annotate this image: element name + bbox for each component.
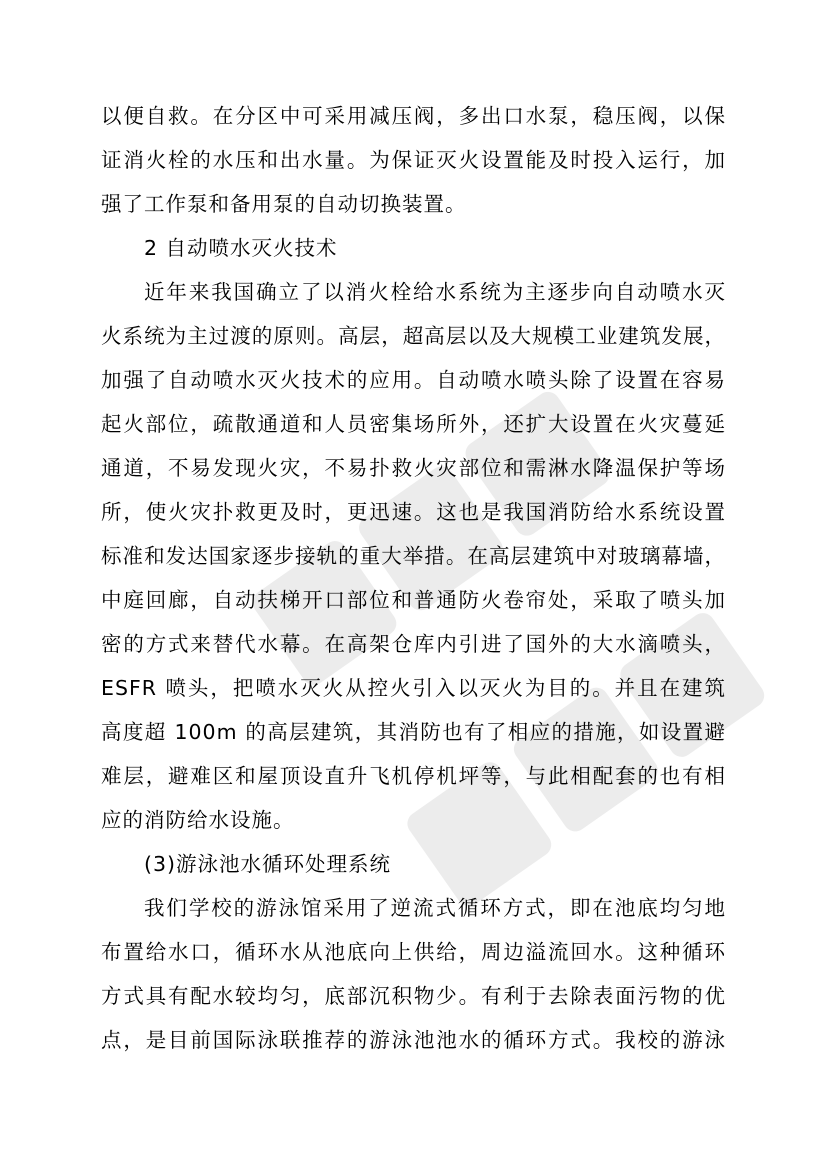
section-heading: (3)游泳池水循环处理系统 (144, 852, 392, 876)
paragraph-line: 近年来我国确立了以消火栓给水系统为主逐步向自动喷水灭 (144, 280, 726, 304)
paragraph-line: ESFR 喷头，把喷水灭火从控火引入以灭火为目的。并且在建筑 (101, 676, 726, 700)
paragraph-line: 布置给水口，循环水从池底向上供给，周边溢流回水。这种循环 (101, 940, 726, 964)
paragraph-line: 点，是目前国际泳联推荐的游泳池池水的循环方式。我校的游泳 (101, 1028, 726, 1052)
paragraph-line: 高度超 100m 的高层建筑，其消防也有了相应的措施，如设置避 (101, 720, 726, 744)
paragraph-line: 我们学校的游泳馆采用了逆流式循环方式，即在池底均匀地 (144, 896, 726, 920)
paragraph-line: 证消火栓的水压和出水量。为保证灭火设置能及时投入运行，加 (101, 148, 726, 172)
paragraph-line: 难层，避难区和屋顶设直升飞机停机坪等，与此相配套的也有相 (101, 764, 726, 788)
paragraph-line: 密的方式来替代水幕。在高架仓库内引进了国外的大水滴喷头， (101, 632, 726, 656)
section-heading: 2 自动喷水灭火技术 (144, 236, 338, 260)
paragraph-line: 通道，不易发现火灾，不易扑救火灾部位和需淋水降温保护等场 (101, 456, 726, 480)
paragraph-line: 以便自救。在分区中可采用减压阀，多出口水泵，稳压阀，以保 (101, 104, 726, 128)
paragraph-line: 火系统为主过渡的原则。高层，超高层以及大规模工业建筑发展， (101, 324, 726, 348)
paragraph-line: 应的消防给水设施。 (101, 808, 295, 832)
paragraph-line: 所，使火灾扑救更及时，更迅速。这也是我国消防给水系统设置 (101, 500, 726, 524)
paragraph-line: 加强了自动喷水灭火技术的应用。自动喷水喷头除了设置在容易 (101, 368, 726, 392)
paragraph-line: 中庭回廊，自动扶梯开口部位和普通防火卷帘处，采取了喷头加 (101, 588, 726, 612)
paragraph-line: 方式具有配水较均匀，底部沉积物少。有利于去除表面污物的优 (101, 984, 726, 1008)
paragraph-line: 起火部位，疏散通道和人员密集场所外，还扩大设置在火灾蔓延 (101, 412, 726, 436)
paragraph-line: 标准和发达国家逐步接轨的重大举措。在高层建筑中对玻璃幕墙， (101, 544, 726, 568)
paragraph-line: 强了工作泵和备用泵的自动切换装置。 (101, 192, 467, 216)
